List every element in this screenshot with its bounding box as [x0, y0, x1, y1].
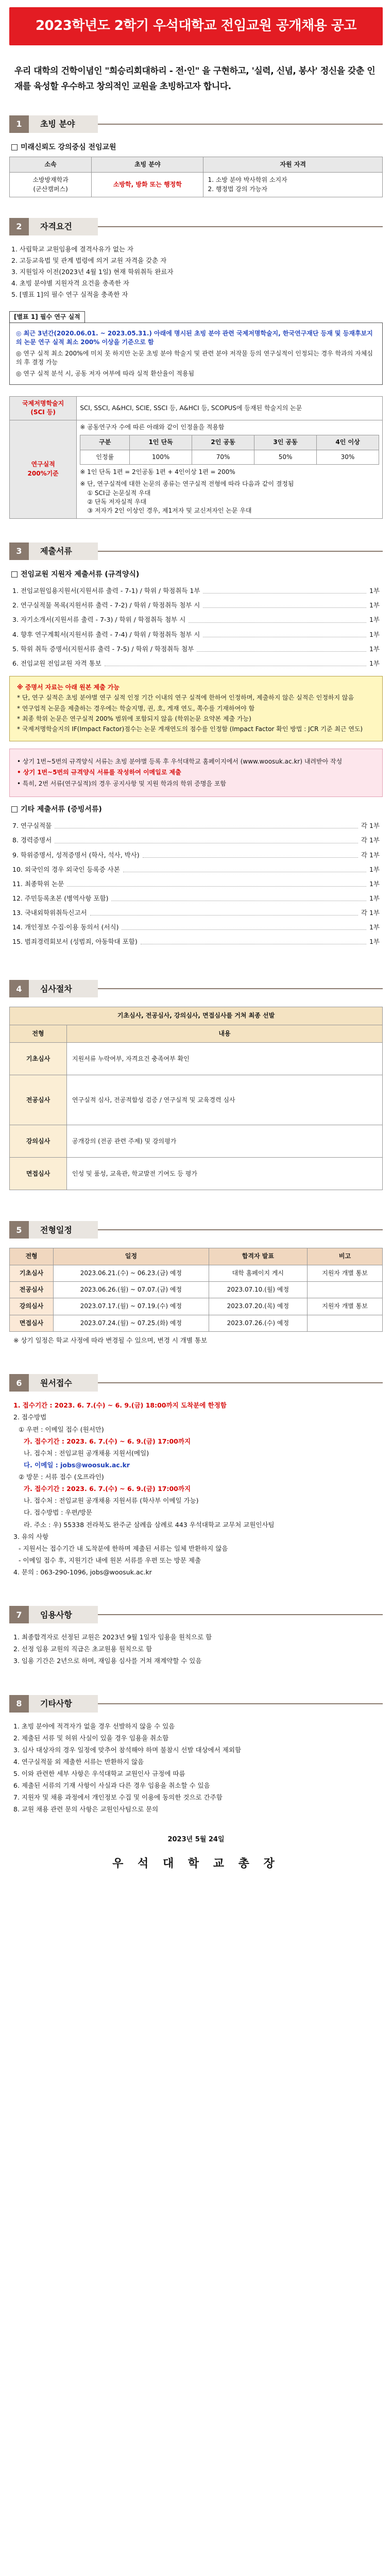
ratio-value: 인정률 — [80, 450, 130, 464]
list-item: 1. 초빙 분야에 적격자가 없을 경우 선발하지 않을 수 있음 — [13, 1722, 175, 1730]
detail-cell: 지원서류 누락여부, 자격요건 충족여부 확인 — [67, 1043, 383, 1075]
required-docs — [12, 584, 380, 671]
stage-cell: 전공심사 — [10, 1075, 67, 1125]
list-item: 1. 접수기간 : 2023. 6. 7.(수) ~ 6. 9.(금) 18:00까지 도착분에 한정함 — [13, 1401, 227, 1410]
section-divider — [98, 1614, 383, 1615]
notice-box — [9, 323, 383, 385]
notice-line: ◎ 연구 실적 분석 시, 공동 저자 여부에 따라 실적 환산율이 적용됨 — [16, 369, 195, 377]
issuer-name: 우 석 대 학 교 총 장 — [112, 1857, 280, 1871]
table-header: 자원 자격 — [203, 157, 383, 172]
list-item: 7. 지원자 및 채용 과정에서 개인정보 수집 및 이용에 동의한 것으로 간주함 — [13, 1793, 223, 1802]
list-item: 2. 고등교육법 및 관계 법령에 의거 교원 자격을 갖춘 자 — [11, 257, 167, 265]
stage-cell: 면접심사 — [10, 1315, 54, 1331]
list-item: 13. 국내외학위취득신고서 각 1부 — [12, 909, 380, 917]
qualification-list — [11, 245, 381, 300]
appointment-info — [13, 1633, 379, 1666]
stage-cell: 기초심사 — [10, 1043, 67, 1075]
table-cell: 2023.07.26.(수) 예정 — [209, 1315, 307, 1331]
section-number: 8 — [9, 1695, 29, 1713]
stage-cell: 강의심사 — [10, 1298, 54, 1315]
table-cell: 대학 홈페이지 게시 — [209, 1265, 307, 1281]
list-item: ② 방문 : 서류 접수 (오프라인) — [19, 1473, 104, 1481]
ratio-header: 구분 — [80, 435, 130, 450]
list-item: 라. 주소 : 우) 55338 전라북도 완주군 삼례읍 삼례로 443 우석대학교 교무처 교원인사팀 — [24, 1520, 275, 1529]
supporting-docs — [12, 819, 380, 949]
section-label: 자격요건 — [29, 218, 98, 235]
section-header-5 — [9, 1221, 383, 1239]
list-item: 4. 문의 : 063-290-1096, jobs@woosuk.ac.kr — [13, 1568, 152, 1577]
table-header: 소속 — [10, 157, 92, 172]
table-cell: 2023.06.21.(수) ~ 06.23.(금) 예정 — [54, 1265, 209, 1281]
table-header: 일정 — [54, 1248, 209, 1265]
list-item: - 이메일 접수 후, 지원기간 내에 원본 서류를 우편 또는 방문 제출 — [19, 1556, 201, 1564]
research-table — [9, 396, 383, 519]
ratio-note: ※ 단, 연구실적에 대한 논문의 종류는 연구실적 전형에 따라 다음과 같이 결정됨 — [80, 480, 294, 488]
list-item: 3. 지원일자 이전(2023년 4월 1일) 현재 학위취득 완료자 — [11, 268, 174, 276]
table-cell: 1. 소방 분야 박사학위 소지자 2. 행정법 강의 가능자 — [203, 173, 383, 197]
section-label: 심사절차 — [29, 980, 98, 997]
ratio-value: 70% — [192, 450, 254, 464]
docs-note — [9, 676, 383, 741]
list-item: 4. 연구실적물 외 제출한 서류는 반환하지 않음 — [13, 1757, 144, 1766]
notice-tag: [별표 1] 필수 연구 실적 — [9, 311, 85, 323]
stage-cell: 강의심사 — [10, 1125, 67, 1158]
list-item: 14. 개인정보 수집·이용 동의서 (서식) 1부 — [12, 923, 380, 931]
table-cell: 2023.07.20.(목) 예정 — [209, 1298, 307, 1315]
list-item: 4. 향후 연구계획서(지원서류 출력 - 7-4) / 학위 / 학점취득 첨부 시 1부 — [12, 630, 380, 638]
list-item: 5. [별표 1]의 필수 연구 실적을 충족한 자 — [11, 291, 128, 299]
list-item: 가. 접수기간 : 2023. 6. 7.(수) ~ 6. 9.(금) 17:00까지 — [24, 1485, 191, 1493]
ratio-note: ③ 저자가 2인 이상인 경우, 제1저자 및 교신저자인 논문 우대 — [87, 507, 252, 515]
section-number: 1 — [9, 115, 29, 133]
section-divider — [98, 124, 383, 125]
list-item: 6. 제출된 서류의 기재 사항이 사실과 다른 경우 임용을 취소할 수 있음 — [13, 1782, 210, 1790]
section-header-8 — [9, 1695, 383, 1713]
list-item: 3. 유의 사항 — [13, 1532, 49, 1540]
section-divider — [98, 1703, 383, 1704]
ratio-caption: ※ 공동연구자 수에 따른 아래와 같이 인정율을 적용함 — [80, 423, 225, 431]
section-label: 제출서류 — [29, 543, 98, 560]
table-cell: 연구실적 200%기준 — [10, 420, 77, 518]
table-cell: 2023.06.26.(월) ~ 07.07.(금) 예정 — [54, 1282, 209, 1298]
list-item: ① 우편 : 이메일 접수 (원서만) — [19, 1425, 104, 1433]
section-header-6 — [9, 1374, 383, 1392]
list-item: 5. 이와 관련한 세부 사항은 우석대학교 교원인사 규정에 따름 — [13, 1770, 185, 1778]
page-title: 2023학년도 2학기 우석대학교 전임교원 공개채용 공고 — [9, 7, 383, 45]
list-item: 3. 심사 대상자의 경우 일정에 맞추어 참석해야 하며 불참시 선발 대상에서 제외함 — [13, 1745, 242, 1754]
table-header: 초빙 분야 — [92, 157, 203, 172]
notice-line: ◎ 연구 실적 최소 200%에 미치 못 하지만 논문 초빙 분야 학술지 및 관련 분야 저작물 등의 연구실적이 인정되는 경우 학과의 자체심의 후 결정 가능 — [16, 349, 373, 366]
stage-cell: 면접심사 — [10, 1158, 67, 1190]
list-item: 1. 최종합격자로 선정된 교원은 2023년 9월 1일자 임용을 원칙으로 함 — [13, 1633, 212, 1641]
intro-text: 우리 대학의 건학이념인 "희승리회대하리 - 전·인" 을 구현하고, '실력, 신념, 봉사' 정신을 갖춘 인재를 육성할 우수하고 창의적인 교원을 초빙하고자 합니다. — [14, 66, 376, 92]
ratio-header: 1인 단독 — [130, 435, 192, 450]
list-item: 3. 임용 기간은 2년으로 하며, 재임용 심사를 거쳐 재계약할 수 있음 — [13, 1657, 202, 1665]
table-caption: 기초심사, 전공심사, 강의심사, 면접심사를 거쳐 최종 선발 — [10, 1007, 383, 1025]
list-item: 나. 접수처 : 전임교원 공개채용 지원서류 (학사부 이메일 가능) — [24, 1497, 199, 1505]
list-item: 8. 경력증명서 각 1부 — [12, 836, 380, 844]
table-cell — [77, 420, 383, 518]
detail-cell: 공개강의 (전공 관련 주제) 및 강의평가 — [67, 1125, 383, 1158]
section-header-2 — [9, 218, 383, 235]
table-cell: 소방학, 방화 또는 행정학 — [92, 173, 203, 197]
list-item: 10. 외국인의 경우 외국인 등록증 사본 1부 — [12, 865, 380, 873]
section-number: 2 — [9, 218, 29, 235]
checkbox-icon — [11, 571, 18, 578]
list-item: 5. 학위 취득 증명서(지원서류 출력 - 7-5) / 학위 / 학점취득 첨부 1부 — [12, 645, 380, 653]
list-item: 다. 접수방법 : 우편/방문 — [24, 1509, 92, 1517]
list-item: 2. 제출된 서류 및 허위 사실이 있을 경우 임용을 취소함 — [13, 1734, 169, 1742]
section-number: 4 — [9, 980, 29, 997]
ratio-table — [80, 435, 379, 465]
note-line: • 상기 1번~5번의 규격양식 서류를 작성하여 이메일로 제출 — [17, 769, 181, 776]
note-line: * 국제저명학술지의 IF(Impact Factor)점수는 논문 게재연도의 점수를 인정함 (Impact Factor 확인 방법 : JCR 기준 최근 연도) — [17, 725, 363, 733]
list-item: 가. 접수기간 : 2023. 6. 7.(수) ~ 6. 9.(금) 17:00까지 — [24, 1437, 191, 1445]
email-link[interactable]: 다. 이메일 : jobs@woosuk.ac.kr — [24, 1461, 130, 1469]
section-divider — [98, 1382, 383, 1383]
note-line: • 상기 1번~5번의 규격양식 서류는 초빙 분야별 등록 후 우석대학교 홈페이지에서 (www.woosuk.ac.kr) 내려받아 작성 — [17, 757, 343, 765]
list-item: 3. 자기소개서(지원서류 출력 - 7-3) / 학위 / 학점취득 첨부 시 1부 — [12, 616, 380, 624]
ratio-note: ① SCI급 논문실적 우대 — [87, 489, 151, 497]
field-table — [9, 157, 383, 197]
section-header-7 — [9, 1606, 383, 1623]
table-cell: 지원자 개별 통보 — [308, 1298, 383, 1315]
table-cell: 국제저명학술지 (SCI 등) — [10, 396, 77, 420]
ratio-value: 50% — [254, 450, 317, 464]
table-cell: 2023.07.10.(월) 예정 — [209, 1282, 307, 1298]
section-divider — [98, 1229, 383, 1230]
list-item: 나. 접수처 : 전임교원 공개채용 지원서(메일) — [24, 1449, 149, 1457]
checkbox-icon — [11, 806, 18, 812]
section-header-3 — [9, 543, 383, 560]
section-number: 6 — [9, 1374, 29, 1392]
table-header: 전형 — [10, 1025, 67, 1042]
list-item: - 지원서는 접수기간 내 도착분에 한하며 제출된 서류는 일체 반환하지 않음 — [19, 1544, 228, 1552]
ratio-header: 3인 공동 — [254, 435, 317, 450]
subheading: 기타 제출서류 (증빙서류) — [11, 804, 383, 815]
subheading: 미래신뢰도 강의중심 전임교원 — [11, 142, 383, 152]
list-item: 1. 사립학교 교원임용에 결격사유가 없는 자 — [11, 245, 134, 253]
section-label: 임용사항 — [29, 1606, 98, 1623]
ratio-header: 4인 이상 — [317, 435, 379, 450]
schedule-note: ※ 상기 일정은 학교 사정에 따라 변경될 수 있으며, 변경 시 개별 통보 — [13, 1336, 208, 1345]
detail-cell: 연구실적 심사, 전공적합성 검증 / 연구실적 및 교육경력 심사 — [67, 1075, 383, 1125]
list-item: 1. 전임교원임용지원서(지원서류 출력 - 7-1) / 학위 / 학점취득 1부 1부 — [12, 587, 380, 595]
stage-cell: 전공심사 — [10, 1282, 54, 1298]
detail-cell: 인성 및 품성, 교육관, 학교발전 기여도 등 평가 — [67, 1158, 383, 1190]
ratio-header: 2인 공동 — [192, 435, 254, 450]
table-cell — [308, 1315, 383, 1331]
stage-cell: 기초심사 — [10, 1265, 54, 1281]
note-line: • 특히, 2번 서류(연구실적)의 경우 공지사항 및 지원 학과의 학위 증명을 포함 — [17, 779, 227, 787]
section-label: 기타사항 — [29, 1695, 98, 1713]
section-label: 원서접수 — [29, 1374, 98, 1392]
submission-note — [9, 749, 383, 797]
list-item: 2. 연구실적물 목록(지원서류 출력 - 7-2) / 학위 / 학점취득 첨부 시 1부 — [12, 601, 380, 609]
list-item: 9. 학위증명서, 성적증명서 (학사, 석사, 박사) 각 1부 — [12, 851, 380, 859]
list-item: 15. 범죄경력회보서 (성범죄, 아동학대 포함) 1부 — [12, 938, 380, 946]
notice-line: ◎ 최근 3년간(2020.06.01. ~ 2023.05.31.) 아래에 명시된 초빙 분야 관련 국제저명학술지, 한국연구재단 등재 및 등재후보지의 논문 연구 실적 최소 200% 이상을 기준으로 함 — [16, 329, 373, 346]
ratio-note: ※ 1인 단독 1편 = 2인공동 1편 + 4인이상 1편 = 200% — [80, 468, 235, 476]
section-label: 초빙 분야 — [29, 115, 98, 133]
section-divider — [98, 551, 383, 552]
table-cell: 지원자 개별 통보 — [308, 1265, 383, 1281]
subheading: 전임교원 지원자 제출서류 (규격양식) — [11, 569, 383, 580]
note-line: * 최종 학위 논문은 연구실적 200% 범위에 포함되지 않음 (학위논문 요약본 제출 가능) — [17, 715, 251, 723]
table-cell: 2023.07.24.(월) ~ 07.25.(화) 예정 — [54, 1315, 209, 1331]
list-item: 2. 선정 임용 교원의 직급은 초교원용 원칙으로 함 — [13, 1645, 152, 1653]
section-header-4 — [9, 980, 383, 997]
note-line: * 연구업적 논문을 제출하는 경우에는 학술지명, 권, 호, 게재 연도, 쪽수를 기재하여야 함 — [17, 704, 255, 712]
table-header: 합격자 발표 — [209, 1248, 307, 1265]
list-item: 2. 접수방법 — [13, 1413, 47, 1421]
table-header: 전형 — [10, 1248, 54, 1265]
note-line: * 단, 연구 실적은 초빙 분야별 연구 실적 인정 기간 이내의 연구 실적에 한하여 인정하며, 제출하지 않은 실적은 인정하지 않음 — [17, 694, 354, 702]
section-label: 전형일정 — [29, 1221, 98, 1239]
ratio-note: ② 단독 저자실적 우대 — [87, 498, 147, 506]
table-header: 비고 — [308, 1248, 383, 1265]
table-cell — [308, 1282, 383, 1298]
note-line: ※ 증명서 자료는 아래 원본 제출 가능 — [17, 683, 120, 691]
list-item: 4. 초빙 분야별 지원자격 요건을 충족한 자 — [11, 279, 129, 287]
section-divider — [98, 226, 383, 227]
section-number: 7 — [9, 1606, 29, 1623]
ratio-value: 100% — [130, 450, 192, 464]
table-cell: 2023.07.17.(월) ~ 07.19.(수) 예정 — [54, 1298, 209, 1315]
misc-info — [13, 1722, 379, 1815]
list-item: 7. 연구실적물 각 1부 — [12, 822, 380, 830]
section-number: 5 — [9, 1221, 29, 1239]
checkbox-icon — [11, 144, 18, 150]
section-divider — [98, 988, 383, 989]
list-item: 11. 최종학위 논문 1부 — [12, 879, 380, 888]
list-item: 12. 주민등록초본 (병역사항 포함) 1부 — [12, 894, 380, 902]
table-header: 내용 — [67, 1025, 383, 1042]
ratio-value: 30% — [317, 450, 379, 464]
list-item: 6. 전임교원 전임교원 자격 통보 1부 — [12, 659, 380, 667]
section-header-1 — [9, 115, 383, 133]
section-number: 3 — [9, 543, 29, 560]
list-item: 8. 교원 채용 관련 문의 사항은 교원인사팀으로 문의 — [13, 1805, 159, 1814]
schedule-table — [9, 1248, 383, 1332]
application-info — [13, 1401, 379, 1577]
table-cell: 소방방재학과 (군산캠퍼스) — [10, 173, 92, 197]
table-cell: SCI, SSCI, A&HCI, SCIE, SSCI 등, A&HCI 등, SCOPUS에 등재된 학술지의 논문 — [77, 396, 383, 420]
announcement-date: 2023년 5월 24일 — [167, 1835, 225, 1843]
review-table — [9, 1007, 383, 1190]
